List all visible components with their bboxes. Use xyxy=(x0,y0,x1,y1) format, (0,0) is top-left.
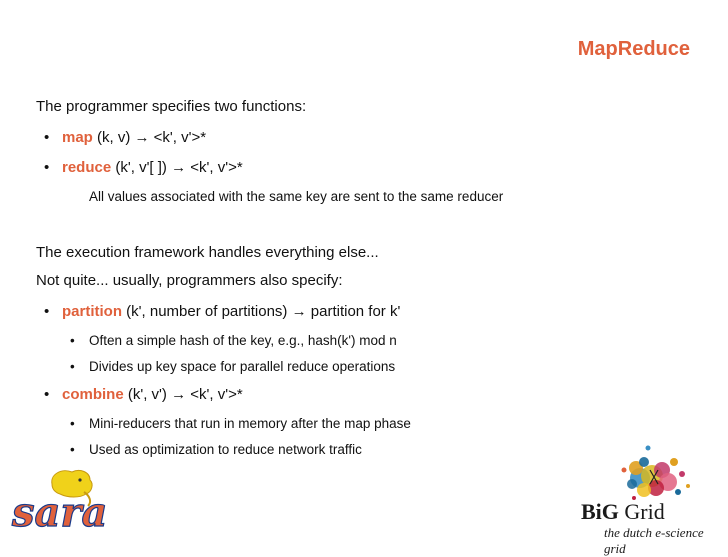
keyword-combine: combine xyxy=(62,386,124,403)
bullet-dot: • xyxy=(44,386,50,403)
partition-sub-text: Divides up key space for parallel reduce operations xyxy=(89,359,396,374)
not-quite-text: Not quite... usually, programmers also specify: xyxy=(36,272,343,289)
combine-sub-text: Mini-reducers that run in memory after the map phase xyxy=(89,416,411,431)
reduce-signature: (k', v'[ ]) → <k', v'>* xyxy=(111,159,243,176)
partition-signature: (k', number of partitions) → partition for k' xyxy=(122,303,401,320)
bullet-map xyxy=(44,128,206,148)
reduce-note: All values associated with the same key are sent to the same reducer xyxy=(89,189,504,204)
combine-sub-item xyxy=(70,415,411,433)
bullet-dot: • xyxy=(70,442,75,457)
intro-text: The programmer specifies two functions: xyxy=(36,98,307,115)
bullet-dot: • xyxy=(44,159,50,176)
combine-signature: (k', v') → <k', v'>* xyxy=(123,386,243,403)
bullet-dot: • xyxy=(44,129,50,146)
keyword-partition: partition xyxy=(62,303,122,320)
bullet-combine xyxy=(44,385,243,405)
biggrid-logo-tagline: the dutch e-science grid xyxy=(604,525,704,556)
combine-sub-item xyxy=(70,441,362,459)
partition-sub-item xyxy=(70,332,397,350)
bullet-dot: • xyxy=(70,359,75,374)
slide-title: MapReduce xyxy=(577,38,690,60)
bullet-dot: • xyxy=(44,303,50,320)
sara-logo xyxy=(10,466,108,536)
biggrid-logo-name-bold: BiG xyxy=(581,499,619,524)
biggrid-logo-name xyxy=(581,499,665,525)
keyword-map: map xyxy=(62,129,93,146)
partition-sub-text: Often a simple hash of the key, e.g., hash(k') mod n xyxy=(89,333,397,348)
bullet-reduce xyxy=(44,158,243,178)
biggrid-logo-name-rest: Grid xyxy=(618,499,665,524)
combine-sub-text: Used as optimization to reduce network traffic xyxy=(89,442,362,457)
keyword-reduce: reduce xyxy=(62,159,112,176)
bullet-dot: • xyxy=(70,333,75,348)
bullet-dot: • xyxy=(70,416,75,431)
partition-sub-item xyxy=(70,358,395,376)
bullet-partition xyxy=(44,302,400,322)
framework-text: The execution framework handles everything else... xyxy=(36,244,379,261)
svg-text:sara: sara xyxy=(12,489,108,536)
map-signature: (k, v) → <k', v'>* xyxy=(92,129,207,146)
